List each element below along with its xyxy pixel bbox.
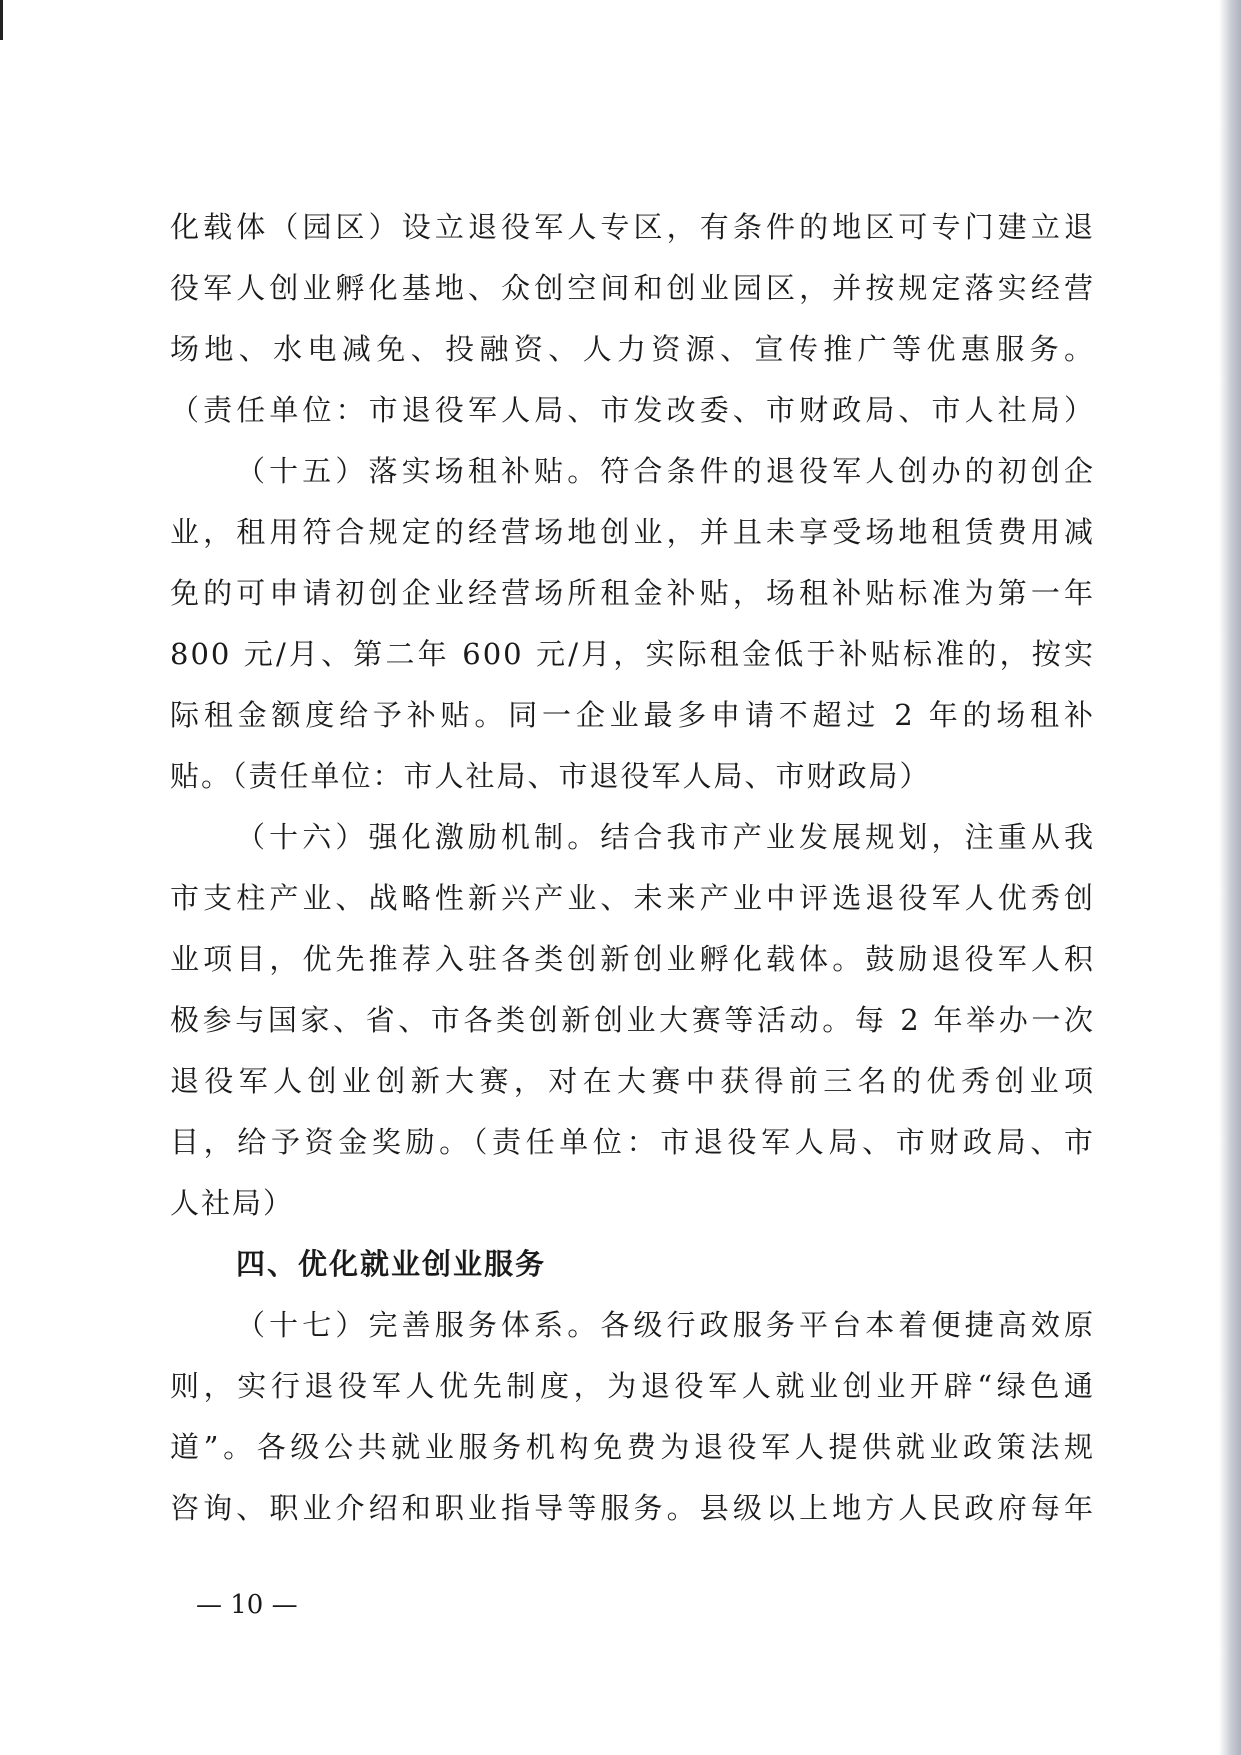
scan-edge-mark — [0, 0, 3, 40]
text-line: 退役军人创业创新大赛，对在大赛中获得前三名的优秀创业项 — [170, 1064, 1095, 1098]
page-number: — 10 — — [196, 1590, 298, 1620]
text-line: 800 元/月、第二年 600 元/月，实际租金低于补贴标准的，按实 — [170, 637, 1095, 671]
clause-15-first-line: （十五）落实场租补贴。符合条件的退役军人创办的初创企 — [236, 454, 1095, 488]
text-line: 业项目，优先推荐入驻各类创新创业孵化载体。鼓励退役军人积 — [170, 942, 1095, 976]
text-line: 化载体（园区）设立退役军人专区，有条件的地区可专门建立退 — [170, 210, 1095, 244]
text-line: 道”。各级公共就业服务机构免费为退役军人提供就业政策法规 — [170, 1430, 1095, 1464]
text-line: 贴。（责任单位：市人社局、市退役军人局、市财政局） — [170, 759, 931, 793]
clause-16-first-line: （十六）强化激励机制。结合我市产业发展规划，注重从我 — [236, 820, 1095, 854]
text-line: 市支柱产业、战略性新兴产业、未来产业中评选退役军人优秀创 — [170, 881, 1095, 915]
text-line: 际租金额度给予补贴。同一企业最多申请不超过 2 年的场租补 — [170, 698, 1095, 732]
text-line: 咨询、职业介绍和职业指导等服务。县级以上地方人民政府每年 — [170, 1491, 1095, 1525]
text-line: 则，实行退役军人优先制度，为退役军人就业创业开辟“绿色通 — [170, 1369, 1095, 1403]
clause-17-first-line: （十七）完善服务体系。各级行政服务平台本着便捷高效原 — [236, 1308, 1095, 1342]
text-line: 人社局） — [170, 1186, 295, 1220]
text-line: （责任单位：市退役军人局、市发改委、市财政局、市人社局） — [170, 393, 1095, 427]
text-line: 目，给予资金奖励。（责任单位：市退役军人局、市财政局、市 — [170, 1125, 1095, 1159]
text-line: 业，租用符合规定的经营场地创业，并且未享受场地租赁费用减 — [170, 515, 1095, 549]
text-line: 极参与国家、省、市各类创新创业大赛等活动。每 2 年举办一次 — [170, 1003, 1095, 1037]
text-line: 役军人创业孵化基地、众创空间和创业园区，并按规定落实经营 — [170, 271, 1095, 305]
text-line: 场地、水电减免、投融资、人力资源、宣传推广等优惠服务。 — [170, 332, 1095, 366]
scan-edge-shadow — [1219, 0, 1241, 1755]
text-line: 免的可申请初创企业经营场所租金补贴，场租补贴标准为第一年 — [170, 576, 1095, 610]
section-heading: 四、优化就业创业服务 — [236, 1247, 547, 1281]
